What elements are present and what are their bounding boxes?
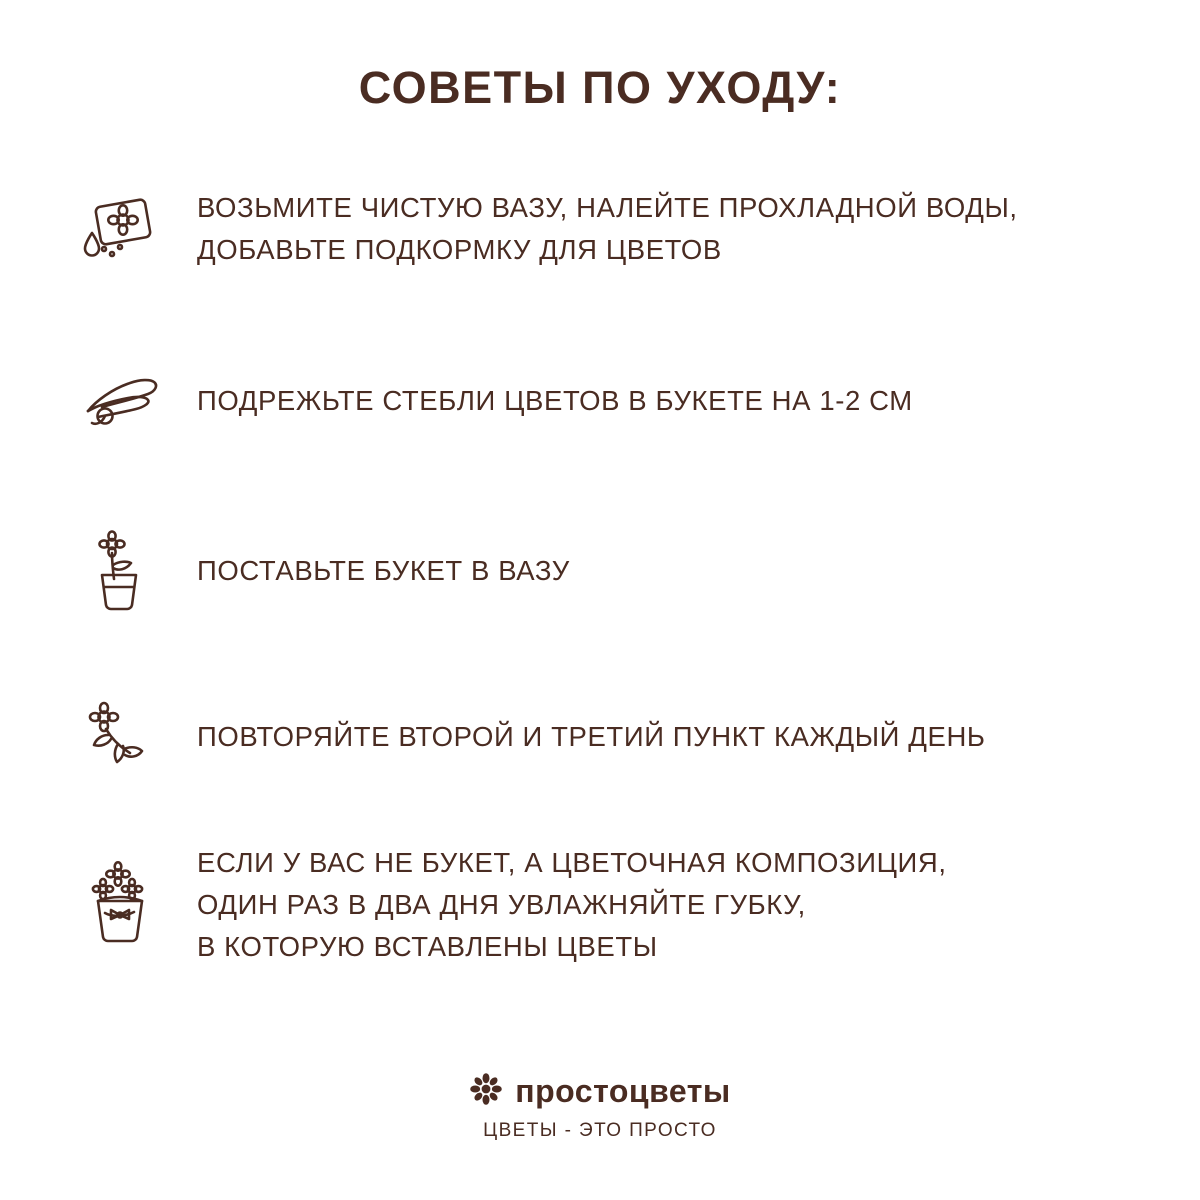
footer	[0, 1072, 1200, 1142]
list-item-line: ПОДРЕЖЬТЕ СТЕБЛИ ЦВЕТОВ В БУКЕТЕ НА 1-2 СМ	[197, 385, 913, 417]
list-item-line: ЕСЛИ У ВАС НЕ БУКЕТ, А ЦВЕТОЧНАЯ КОМПОЗИЦИЯ,	[197, 847, 947, 878]
brand-lockup	[0, 1072, 1200, 1111]
list-item-line: ПОВТОРЯЙТЕ ВТОРОЙ И ТРЕТИЙ ПУНКТ КАЖДЫЙ ДЕНЬ	[197, 721, 986, 753]
list-item-line: ВОЗЬМИТЕ ЧИСТУЮ ВАЗУ, НАЛЕЙТЕ ПРОХЛАДНОЙ ВОДЫ,	[197, 192, 1018, 224]
list-item	[65, 682, 1140, 792]
brand-name: простоцветы	[515, 1073, 731, 1109]
page-title: СОВЕТЫ ПО УХОДУ:	[358, 62, 842, 113]
brand-tagline: ЦВЕТЫ - ЭТО ПРОСТО	[483, 1120, 717, 1141]
list-item-text	[175, 842, 947, 967]
tips-list	[0, 174, 1200, 1200]
flower-in-vase-icon	[65, 516, 175, 626]
pruning-shears-icon	[65, 346, 175, 456]
flower-logo-icon	[469, 1072, 503, 1111]
list-item-line: ДОБАВЬТЕ ПОДКОРМКУ ДЛЯ ЦВЕТОВ	[197, 234, 722, 265]
list-item-line: ОДИН РАЗ В ДВА ДНЯ УВЛАЖНЯЙТЕ ГУБКУ,	[197, 888, 806, 920]
list-item-text	[175, 550, 570, 592]
flower-basket-icon	[65, 850, 175, 960]
list-item-text	[175, 187, 1018, 271]
flower-food-packet-icon	[65, 174, 175, 284]
list-item-text	[175, 380, 913, 422]
list-item	[65, 346, 1140, 456]
list-item-line: В КОТОРУЮ ВСТАВЛЕНЫ ЦВЕТЫ	[197, 930, 658, 962]
list-item-text	[175, 716, 986, 758]
flower-sprig-icon	[65, 682, 175, 792]
list-item	[65, 174, 1140, 284]
list-item	[65, 842, 1140, 967]
list-item	[65, 516, 1140, 626]
list-item-line: ПОСТАВЬТЕ БУКЕТ В ВАЗУ	[197, 555, 570, 587]
